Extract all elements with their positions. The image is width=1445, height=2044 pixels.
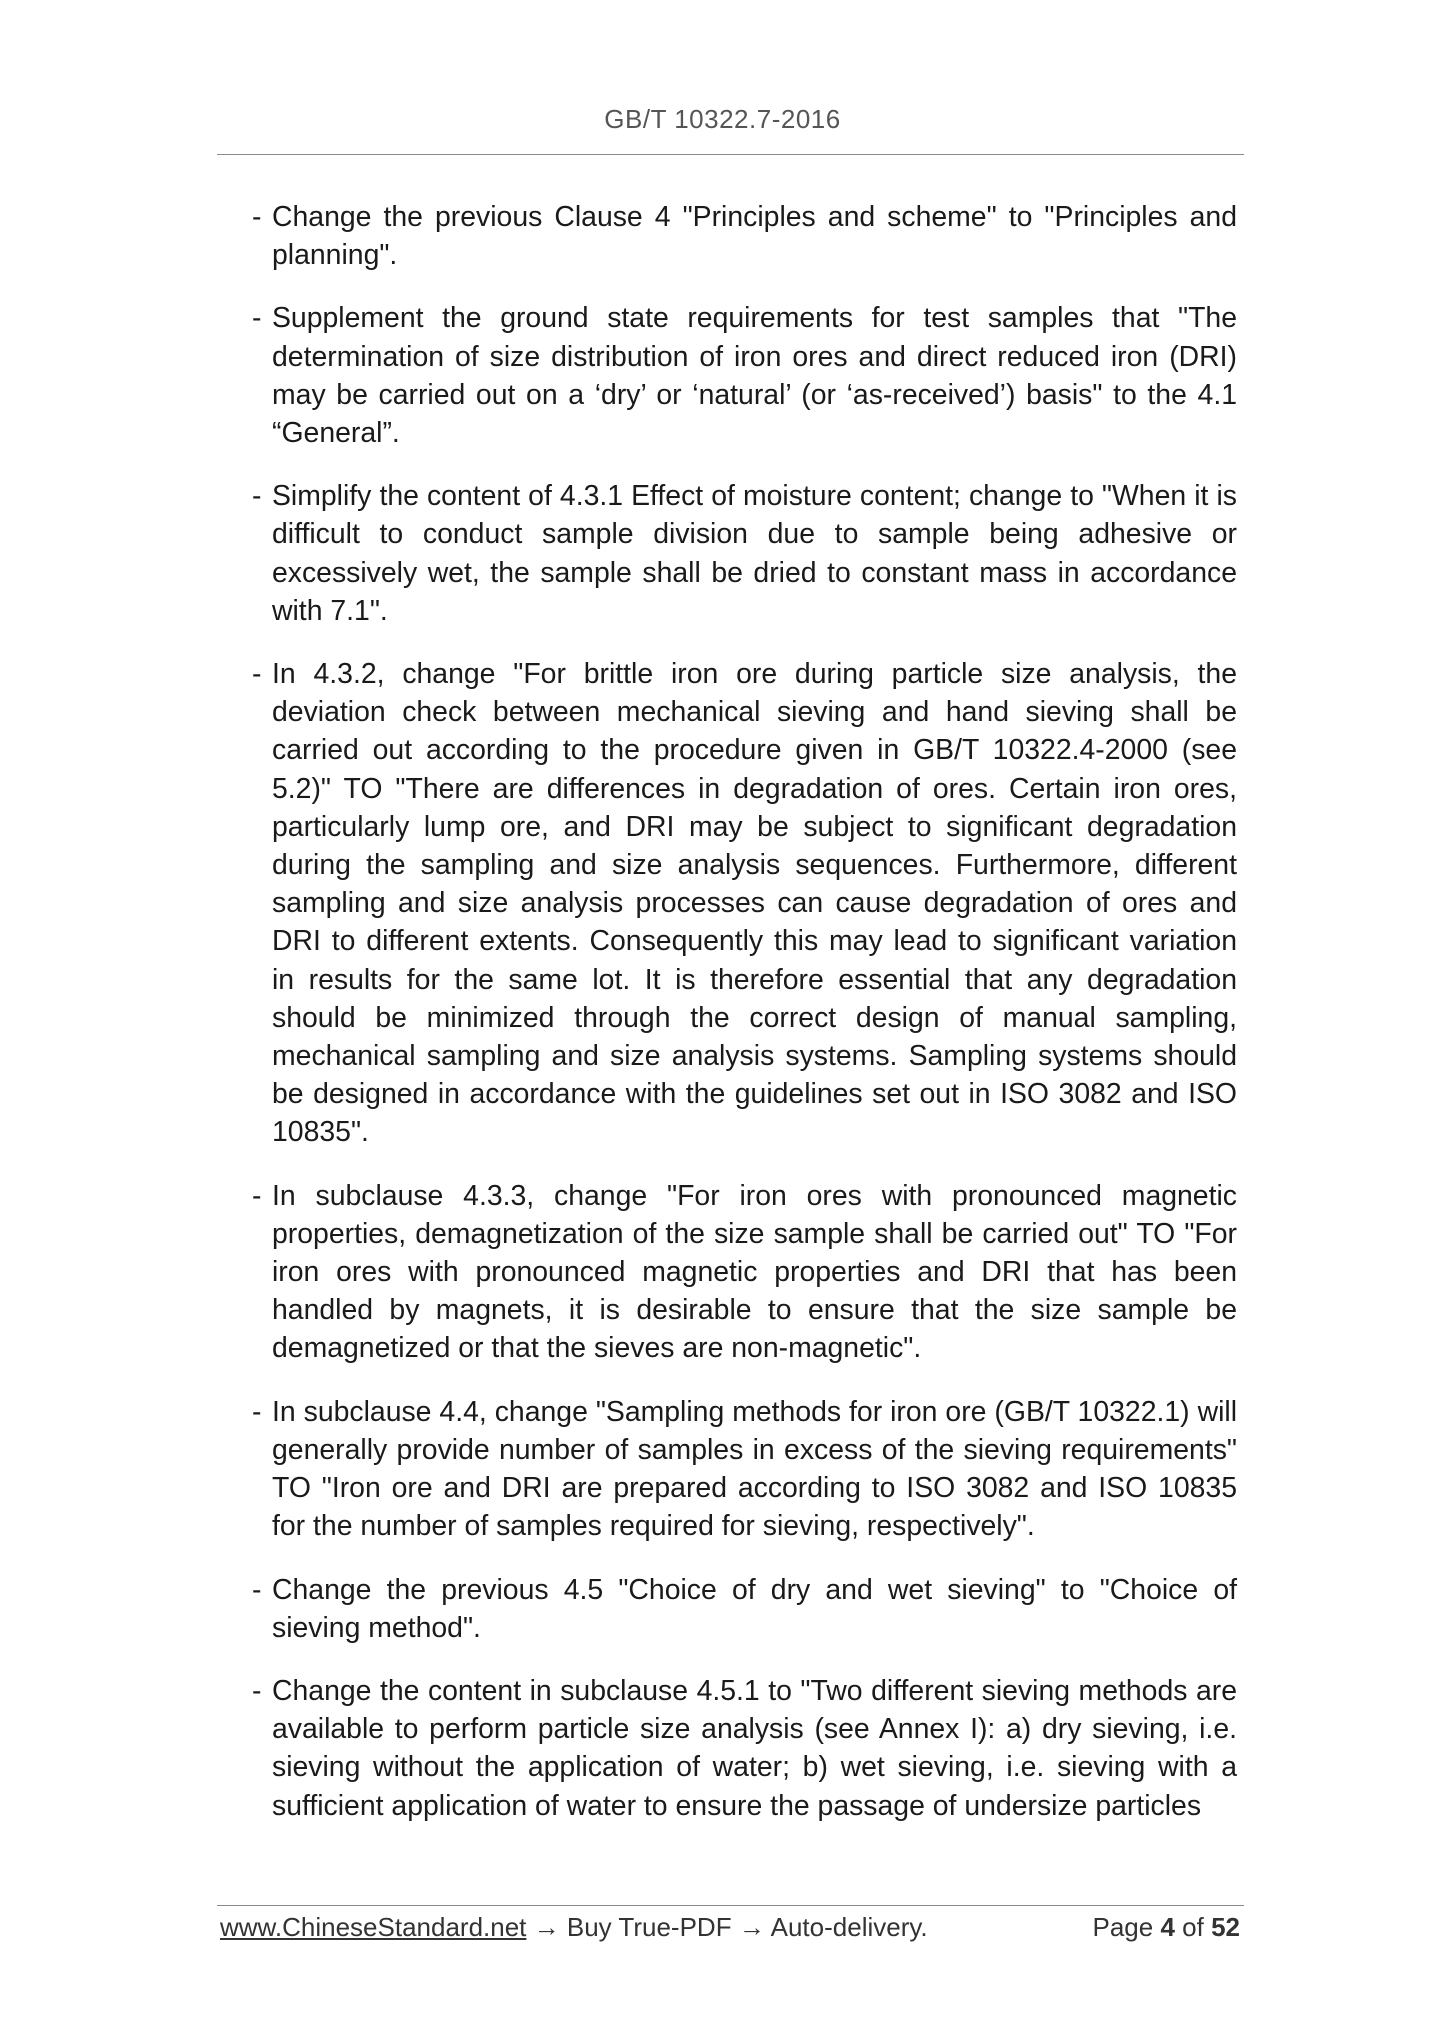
item-text: Change the content in subclause 4.5.1 to "Two different sieving methods are available to perform particle size analysis (see Annex I): a) dry sieving, i.e. sieving without the application of water; b) wet sieving, i.e. sieving with a sufficient application of water to ensure the passage of undersize particles xyxy=(272,1674,1237,1822)
item-dash: - xyxy=(252,1573,262,1606)
item-dash: - xyxy=(252,1674,262,1707)
arrow-icon: → xyxy=(533,1912,560,1942)
item-dash: - xyxy=(252,302,262,335)
page-header: GB/T 10322.7-2016 xyxy=(604,104,841,134)
list-item xyxy=(252,198,1237,274)
item-text: In subclause 4.3.3, change "For iron ores with pronounced magnetic properties, demagnetization of the size sample shall be carried out" TO "For iron ores with pronounced magnetic properties and DRI that has been handled by magnets, it is desirable to ensure that the size sample be demagnetized or that the sieves are non-magnetic". xyxy=(272,1179,1237,1365)
item-dash: - xyxy=(252,1179,262,1212)
item-text: Supplement the ground state requirements for test samples that "The determination of size distribution of iron ores and direct reduced iron (DRI) may be carried out on a ‘dry’ or ‘natural’ (or ‘as-received’) basis" to the 4.1 “General”. xyxy=(272,302,1237,450)
page-total: 52 xyxy=(1211,1912,1240,1942)
item-text: Simplify the content of 4.3.1 Effect of moisture content; change to "When it is difficult to conduct sample division due to sample being adhesive or excessively wet, the sample shall be dried to constant mass in accordance with 7.1". xyxy=(272,480,1237,627)
of-label: of xyxy=(1182,1912,1204,1942)
item-dash: - xyxy=(252,201,262,233)
item-dash: - xyxy=(252,1395,262,1428)
page-label: Page xyxy=(1092,1912,1154,1942)
footer-divider xyxy=(217,1905,1244,1906)
list-item xyxy=(252,299,1237,452)
header-divider xyxy=(217,154,1244,155)
buy-link[interactable]: Buy True-PDF xyxy=(566,1912,732,1942)
page-number: 4 xyxy=(1160,1912,1175,1942)
website-link[interactable]: www.ChineseStandard.net xyxy=(220,1912,527,1942)
page-indicator xyxy=(1092,1912,1240,1943)
list-item xyxy=(252,477,1237,630)
item-dash: - xyxy=(252,658,262,691)
list-item xyxy=(252,1177,1237,1368)
footer-promo xyxy=(220,1912,928,1943)
list-item xyxy=(252,1571,1237,1647)
list-item xyxy=(252,1672,1237,1825)
item-text: Change the previous Clause 4 "Principles and scheme" to "Principles and planning". xyxy=(272,201,1237,272)
list-item xyxy=(252,1393,1237,1546)
item-text: Change the previous 4.5 "Choice of dry and wet sieving" to "Choice of sieving method". xyxy=(272,1573,1237,1644)
item-text: In 4.3.2, change "For brittle iron ore during particle size analysis, the deviation check between mechanical sieving and hand sieving shall be carried out according to the procedure given in GB/T 10322.4-2000 (see 5.2)" TO "There are differences in degradation of ores. Certain iron ores, particularly lump ore, and DRI may be subject to significant degradation during the sampling and size analysis sequences. Furthermore, different sampling and size analysis processes can cause degradation of ores and DRI to different extents. Consequently this may lead to significant variation in results for the same lot. It is therefore essential that any degradation should be minimized through the correct design of manual sampling, mechanical sampling and size analysis systems. Sampling systems should be designed in accordance with the guidelines set out in ISO 3082 and ISO 10835". xyxy=(272,658,1237,1149)
item-dash: - xyxy=(252,480,262,513)
item-text: In subclause 4.4, change "Sampling methods for iron ore (GB/T 10322.1) will generally provide number of samples in excess of the sieving requirements" TO "Iron ore and DRI are prepared according to ISO 3082 and ISO 10835 for the number of samples required for sieving, respectively". xyxy=(272,1395,1237,1543)
list-item xyxy=(252,655,1237,1152)
delivery-text: Auto-delivery. xyxy=(770,1912,928,1942)
document-body xyxy=(252,198,1237,1850)
arrow-icon: → xyxy=(738,1912,765,1942)
